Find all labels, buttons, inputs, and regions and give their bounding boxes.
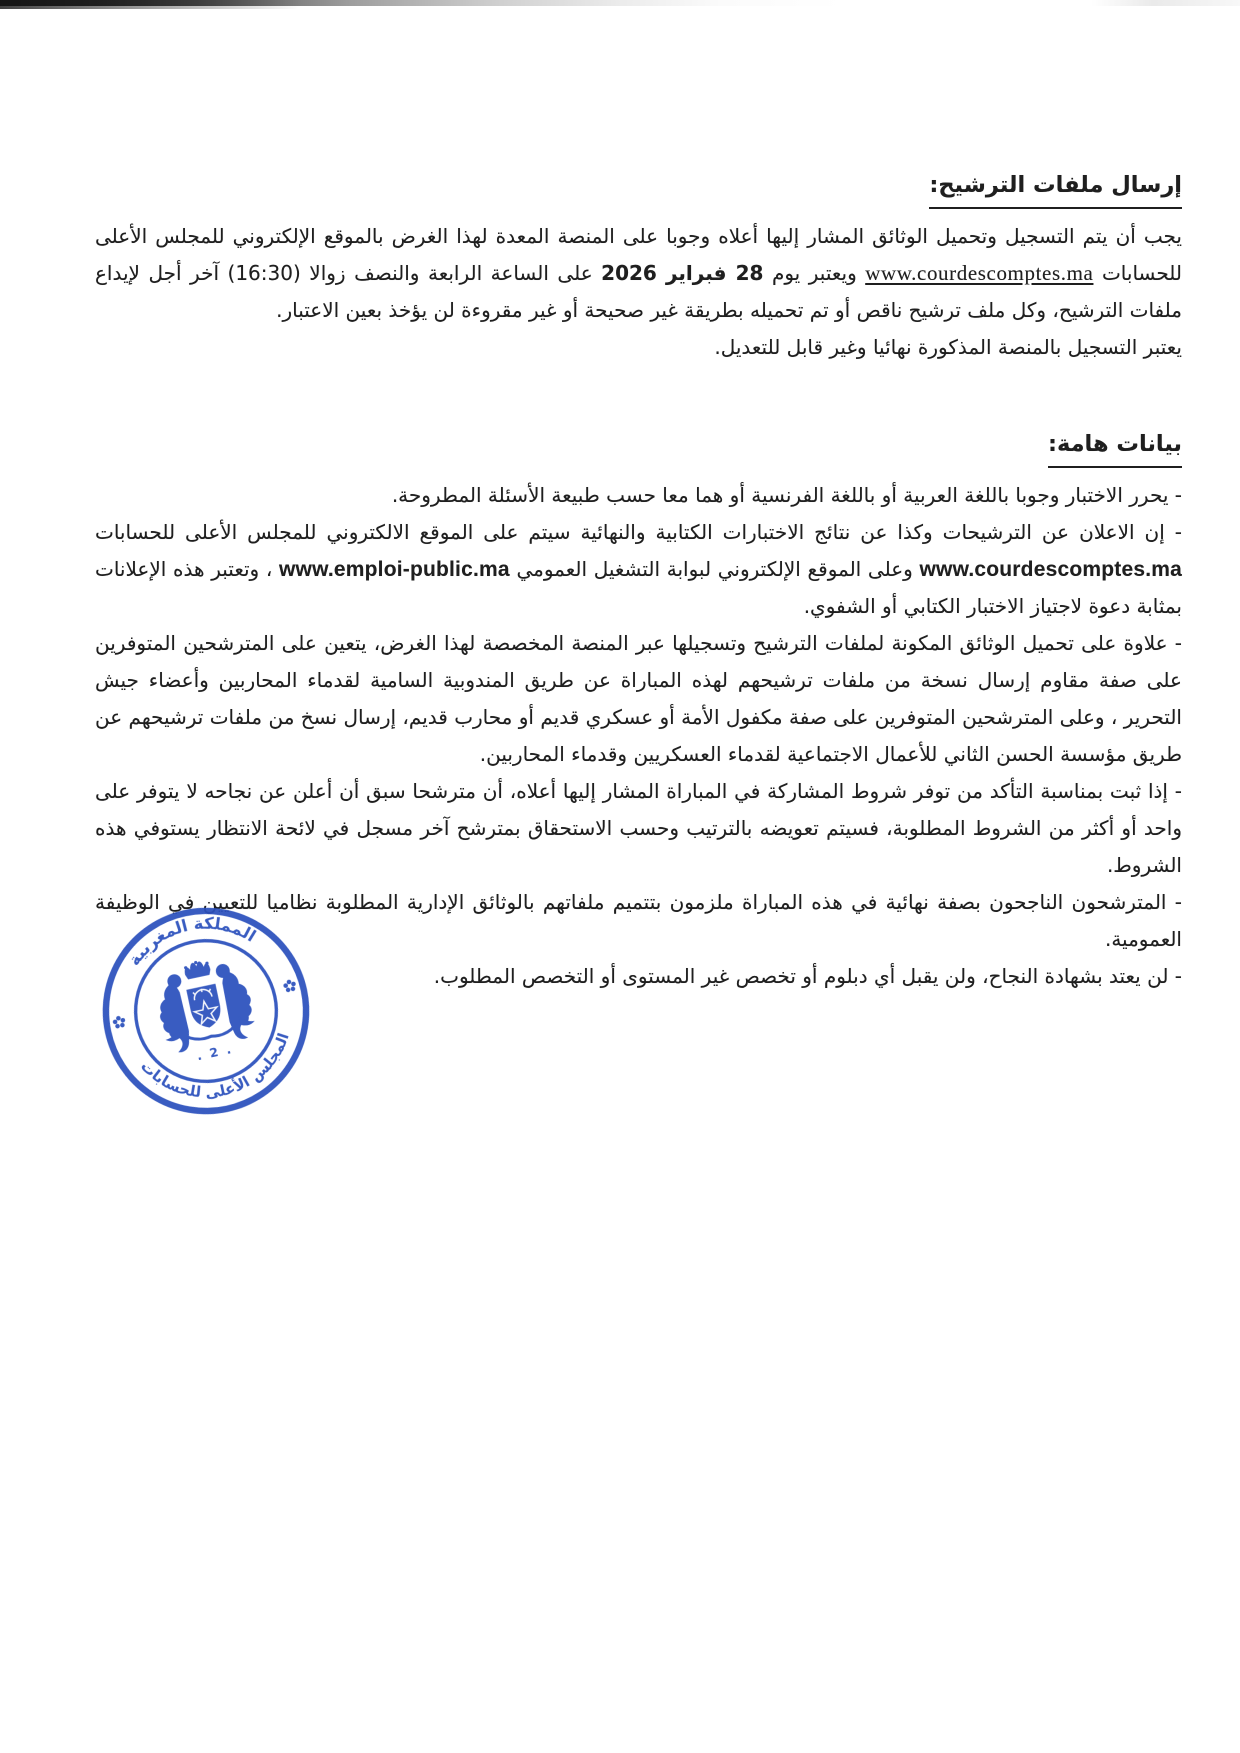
- stamp-bottom-inscription: المجلس الأعلى للحسابات: [137, 1030, 293, 1102]
- bullet-final-documents: - المترشحون الناجحون بصفة نهائية في هذه المباراة ملزمون بتتميم ملفاتهم بالوثائق الإدارية المطلوبة نظاميا للتعيين في الوظيفة العمومية.: [95, 890, 1182, 951]
- stamp-top-inscription: المملكة المغربية: [124, 913, 260, 970]
- bullet2-text-1: - إن الاعلان عن الترشيحات وكذا عن نتائج الاختبارات الكتابية والنهائية سيتم على الموقع الالكتروني للمجلس الأعلى للحسابات: [95, 520, 1182, 544]
- send-para-text-3: على الساعة الرابعة والنصف زوالا (16:30) آخر أجل لإيداع ملفات الترشيح، وكل ملف ترشيح ناقص أو تم تحميله بطريقة غير صحيحة أو غير مقروءة لن يؤخذ بعين الاعتبار.: [95, 261, 1182, 322]
- send-files-paragraph: [95, 218, 1182, 329]
- bullet2-text-3: ، وتعتبر هذه الإعلانات بمثابة دعوة لاجتياز الاختبار الكتابي أو الشفوي.: [95, 557, 1182, 618]
- lion-right-icon: [215, 960, 259, 1042]
- floral-ornament-left-icon: [112, 1015, 127, 1029]
- send-para-text-2: ويعتبر يوم: [771, 261, 857, 285]
- emploi-public-url: www.emploi-public.ma: [279, 558, 510, 581]
- section-important-heading: [95, 424, 1182, 468]
- official-stamp-seal: [77, 882, 336, 1141]
- shield-icon: [186, 984, 224, 1031]
- base-flourish-icon: [186, 1026, 236, 1042]
- send-para-text-1: يجب أن يتم التسجيل وتحميل الوثائق المشار إليها أعلاه وجوبا على المنصة المعدة لهذا الغرض بالموقع الإلكتروني للمجلس الأعلى للحسابات: [95, 224, 1183, 285]
- section-send-files: [95, 165, 1182, 366]
- registration-final-note: يعتبر التسجيل بالمنصة المذكورة نهائيا وغير قابل للتعديل.: [714, 335, 1182, 359]
- bullet-diploma-requirement: - لن يعتد بشهادة النجاح، ولن يقبل أي دبلوم أو تخصص غير المستوى أو التخصص المطلوب.: [433, 964, 1182, 988]
- bullet-veterans-copies: - علاوة على تحميل الوثائق المكونة لملفات الترشيح وتسجيلها عبر المنصة المخصصة لهذا الغرض، يتعين على المترشحين المتوفرين على صفة مقاوم إرسال نسخة من ملفات ترشيحهم لهذه المباراة عن طريق المندوبية السامية لقدماء المحاربين وأعضاء جيش التحرير ، وعلى المترشحين المتوفرين على صفة مكفول الأمة أو عسكري قديم أو محارب قديم، إرسال نسخ من ملفات ترشيحهم عن طريق مؤسسة الحسن الثاني للأعمال الاجتماعية لقدماء العسكريين وقدماء المحاربين.: [95, 631, 1182, 766]
- bullet2-text-2: وعلى الموقع الإلكتروني لبوابة التشغيل العمومي: [516, 557, 913, 581]
- stamp-number-mark: . 2 .: [195, 1041, 235, 1064]
- floral-ornament-right-icon: [282, 978, 297, 992]
- bullet-condition-verification: - إذا ثبت بمناسبة التأكد من توفر شروط المشاركة في المباراة المشار إليها أعلاه، أن مترشحا سبق أن أعلن عن نجاحه لا يتوفر على واحد أو أكثر من الشروط المطلوبة، فسيتم تعويضه بالترتيب وحسب الاستحقاق بمترشح آخر مسجل في لائحة الانتظار يستوفي هذه الشروط.: [95, 779, 1182, 877]
- lion-left-icon: [152, 973, 196, 1055]
- section-send-heading: [95, 165, 1182, 209]
- bullet-results-announcement: [95, 514, 1182, 625]
- scan-edge-artifact-left: [0, 0, 300, 9]
- section-send-heading-text: إرسال ملفات الترشيح:: [929, 165, 1182, 209]
- section-important-heading-text: بيانات هامة:: [1048, 424, 1182, 468]
- deadline-date: 28 فبراير 2026: [601, 261, 764, 285]
- courdescomptes-url-bold: www.courdescomptes.ma: [919, 558, 1182, 581]
- bullet-exam-language: - يحرر الاختبار وجوبا باللغة العربية أو باللغة الفرنسية أو هما معا حسب طبيعة الأسئلة المطروحة.: [391, 483, 1182, 507]
- official-stamp: [77, 882, 336, 1141]
- coat-of-arms-icon: [150, 951, 258, 1055]
- courdescomptes-url: www.courdescomptes.ma: [865, 261, 1094, 285]
